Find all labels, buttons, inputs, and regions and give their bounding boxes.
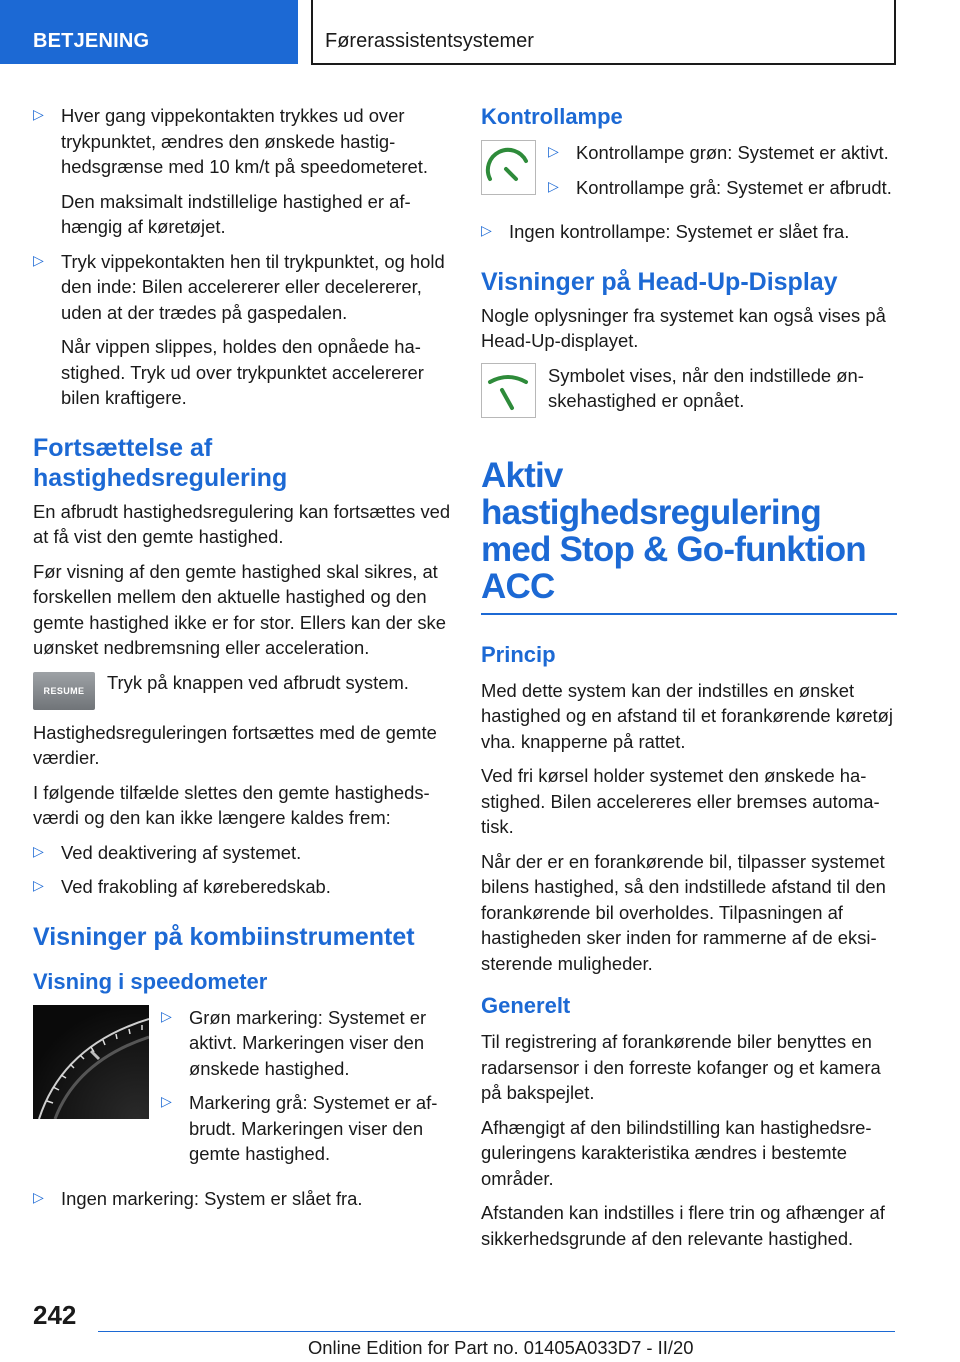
paragraph: Før visning af den gemte hastighed skal sikres, at forskellen mellem den aktuelle hastighed og den gemte hastighed ikke er for stor. Ellers kan der ske uønsket nedbremsning eller acceleration. bbox=[33, 560, 446, 658]
speedo-bullets bbox=[161, 1005, 451, 1176]
resume-row bbox=[33, 670, 451, 710]
list-item bbox=[33, 103, 451, 240]
triangle-bullet-icon: ▷ bbox=[33, 106, 44, 122]
list-item bbox=[481, 219, 897, 245]
heading-kombi: Visninger på kombiinstrumentet bbox=[33, 922, 415, 951]
page-number: 242 bbox=[33, 1300, 77, 1330]
right-column bbox=[481, 103, 897, 1260]
list-item-text: Kontrollampe grå: Systemet er afbrudt. bbox=[576, 176, 892, 198]
triangle-bullet-icon: ▷ bbox=[548, 177, 559, 194]
heading-speedo: Visning i speedometer bbox=[33, 968, 268, 994]
list-item-text: Kontrollampe grøn: Systemet er aktivt. bbox=[576, 142, 889, 163]
list-item bbox=[548, 140, 897, 166]
chapter-title: Førerassistentsystemer bbox=[325, 30, 534, 52]
paragraph: Symbolet vises, når den indstillede ønskehastighed er opnået. bbox=[548, 364, 864, 411]
triangle-bullet-icon: ▷ bbox=[161, 1007, 172, 1024]
footer-edition: Online Edition for Part no. 01405A033D7 - II/20 bbox=[308, 1337, 694, 1358]
footer-rule bbox=[98, 1331, 895, 1332]
speedo-row bbox=[33, 1005, 451, 1176]
section-title: BETJENING bbox=[33, 30, 150, 52]
paragraph: Til registrering af forankørende biler benyttes en radarsensor i den forreste kofanger og et kamera på bakspejlet. bbox=[481, 1031, 881, 1103]
triangle-bullet-icon: ▷ bbox=[161, 1093, 172, 1109]
list-item-text: Ingen markering: System er slået fra. bbox=[61, 1187, 363, 1209]
paragraph: Afstanden kan indstilles i flere trin og afhænger af sikkerhedsgrunde af den relevante hastighed. bbox=[481, 1202, 885, 1249]
list-item bbox=[161, 1090, 451, 1167]
hud-speed-symbol-icon bbox=[481, 363, 536, 418]
paragraph: En afbrudt hastighedsregulering kan fortsættes ved at få vist den gemte hastighed. bbox=[33, 500, 451, 547]
lamp-row bbox=[481, 140, 897, 209]
paragraph: Tryk vippekontakten hen til trykpunktet, og hold den inde: Bilen accelererer eller decelererer, uden at der trædes på gaspedalen. bbox=[61, 250, 445, 323]
heading-hud: Visninger på Head-Up-Display bbox=[481, 267, 838, 296]
list-item bbox=[33, 840, 451, 866]
header-rule bbox=[311, 63, 896, 65]
list-item-text: Markering grå: Systemet er afbrudt. Markeringen viser den gemte hastighed. bbox=[189, 1092, 438, 1164]
heading-lamp: Kontrollampe bbox=[481, 104, 623, 129]
paragraph: Afhængigt af den bilindstilling kan hastighedsreguleringens karakteristika ændres i bestemte områder. bbox=[481, 1116, 872, 1189]
heading-acc: Aktiv hastighedsregulering med Stop & Go-funktion ACC bbox=[481, 455, 866, 606]
triangle-bullet-icon: ▷ bbox=[33, 251, 44, 268]
paragraph: Med dette system kan der indstilles en ønsket hastighed og en afstand til et forankørende køretøj vha. knapperne på rattet. bbox=[481, 679, 893, 752]
list-item bbox=[161, 1005, 451, 1082]
header-divider bbox=[311, 0, 313, 64]
paragraph: Den maksimalt indstillelige hastighed er afhængig af køretøjet. bbox=[61, 190, 411, 237]
paragraph: Nogle oplysninger fra systemet kan også vises på Head-Up-displayet. bbox=[481, 304, 886, 351]
list-item-text: Ved deaktivering af systemet. bbox=[61, 841, 302, 863]
paragraph: Tryk på knappen ved afbrudt system. bbox=[107, 671, 409, 693]
list-item-text: Grøn markering: Systemet er aktivt. Markeringen viser den ønskede hastighed. bbox=[189, 1006, 427, 1079]
paragraph: Hver gang vippekontakten trykkes ud over trykpunktet, ændres den ønskede hastighedsgrænse med 10 km/t på speedometeret. bbox=[61, 105, 428, 177]
hud-row bbox=[481, 363, 897, 423]
heading-generelt: Generelt bbox=[481, 993, 571, 1018]
paragraph: Når vippen slippes, holdes den opnåede hastighed. Tryk ud over trykpunktet accelererer bilen kraftigere. bbox=[61, 336, 424, 408]
triangle-bullet-icon: ▷ bbox=[481, 222, 492, 238]
heading-princip: Princip bbox=[481, 641, 556, 667]
list-item bbox=[548, 175, 897, 201]
list-item bbox=[33, 1186, 451, 1212]
section-tab bbox=[0, 0, 298, 64]
lamp-bullets bbox=[548, 140, 897, 209]
left-column bbox=[33, 103, 451, 1220]
heading-rule bbox=[481, 613, 897, 615]
triangle-bullet-icon: ▷ bbox=[33, 877, 44, 893]
paragraph: Ved fri kørsel holder systemet den ønskede hastighed. Bilen accelereres eller bremses automatisk. bbox=[481, 765, 880, 837]
list-item bbox=[33, 249, 451, 411]
heading-resume: Fortsættelse af hastighedsregulering bbox=[33, 433, 288, 492]
cruise-control-lamp-icon bbox=[481, 140, 536, 195]
speedometer-image bbox=[33, 1005, 149, 1119]
paragraph: Hastighedsreguleringen fortsættes med de gemte værdier. bbox=[33, 721, 437, 768]
triangle-bullet-icon: ▷ bbox=[33, 1188, 44, 1205]
list-item-text: Ved frakobling af køreberedskab. bbox=[61, 876, 331, 897]
triangle-bullet-icon: ▷ bbox=[33, 842, 44, 859]
paragraph: Når der er en forankørende bil, tilpasser systemet bilens hastighed, så den indstillede afstand til den forankørende bil overholdes. Tilpasningen af hastigheden sker inden for rammerne af de eksisterende muligheder. bbox=[481, 850, 886, 974]
triangle-bullet-icon: ▷ bbox=[548, 143, 559, 159]
resume-button: RESUME bbox=[33, 672, 95, 710]
header-right-border bbox=[894, 0, 896, 64]
paragraph: I følgende tilfælde slettes den gemte hastighedsværdi og den kan ikke længere kaldes frem: bbox=[33, 781, 430, 828]
list-item-text: Ingen kontrollampe: Systemet er slået fra. bbox=[509, 221, 850, 242]
list-item bbox=[33, 874, 451, 900]
